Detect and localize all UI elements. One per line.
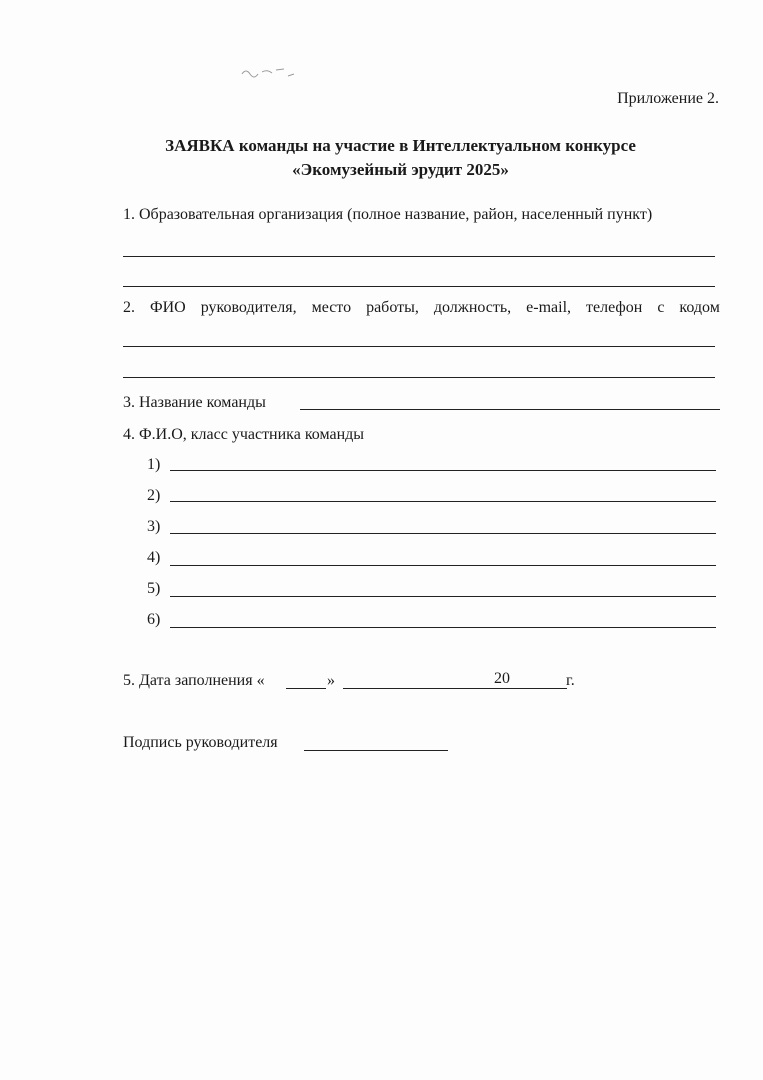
- section-2-word: с: [657, 299, 665, 316]
- section-2-word: работы,: [366, 299, 419, 316]
- section-2-word: ФИО: [149, 299, 186, 316]
- participant-line[interactable]: [170, 596, 716, 597]
- handwritten-mark: [240, 64, 300, 80]
- participant-line[interactable]: [170, 627, 716, 628]
- date-month-line[interactable]: [343, 688, 567, 689]
- section-1-label: 1. Образовательная организация (полное название, район, населенный пункт): [123, 206, 653, 223]
- section-1-line-1[interactable]: [123, 256, 715, 257]
- date-day-line[interactable]: [286, 688, 326, 689]
- participant-line[interactable]: [170, 470, 716, 471]
- participant-line[interactable]: [170, 565, 716, 566]
- participant-number: 4): [147, 549, 161, 566]
- section-2-line-1[interactable]: [123, 346, 715, 347]
- participant-number: 5): [147, 580, 161, 597]
- section-2-label: [123, 299, 720, 317]
- date-year-suffix: г.: [566, 672, 575, 689]
- form-subtitle: [0, 158, 763, 182]
- team-name-line[interactable]: [300, 409, 720, 410]
- section-2-word: место: [311, 299, 352, 316]
- appendix-label: Приложение 2.: [617, 90, 719, 107]
- section-2-word: должность,: [433, 299, 512, 316]
- participant-number: 3): [147, 518, 161, 535]
- section-3-label: 3. Название команды: [123, 394, 266, 411]
- section-2-line-2[interactable]: [123, 377, 715, 378]
- participant-line[interactable]: [170, 501, 716, 502]
- section-1-line-2[interactable]: [123, 286, 715, 287]
- participant-number: 2): [147, 487, 161, 504]
- date-quote-close: »: [327, 672, 335, 689]
- participant-number: 6): [147, 611, 161, 628]
- section-2-word: руководителя,: [200, 299, 297, 316]
- signature-line[interactable]: [304, 750, 448, 751]
- section-2-word: телефон: [586, 299, 643, 316]
- section-2-word: 2.: [123, 299, 135, 316]
- section-4-label: 4. Ф.И.О, класс участника команды: [123, 426, 365, 443]
- section-2-word: кодом: [679, 299, 720, 316]
- participant-number: 1): [147, 456, 161, 473]
- title-line-1: ЗАЯВКА команды на участие в Интеллектуальном конкурсе: [165, 136, 636, 155]
- date-year-prefix: 20: [494, 670, 510, 687]
- participant-line[interactable]: [170, 533, 716, 534]
- title-line-2: «Экомузейный эрудит 2025»: [292, 160, 509, 179]
- date-label: 5. Дата заполнения «: [123, 672, 265, 689]
- section-2-word: e-mail,: [526, 299, 572, 316]
- signature-label: Подпись руководителя: [123, 734, 278, 751]
- form-title: [0, 134, 763, 158]
